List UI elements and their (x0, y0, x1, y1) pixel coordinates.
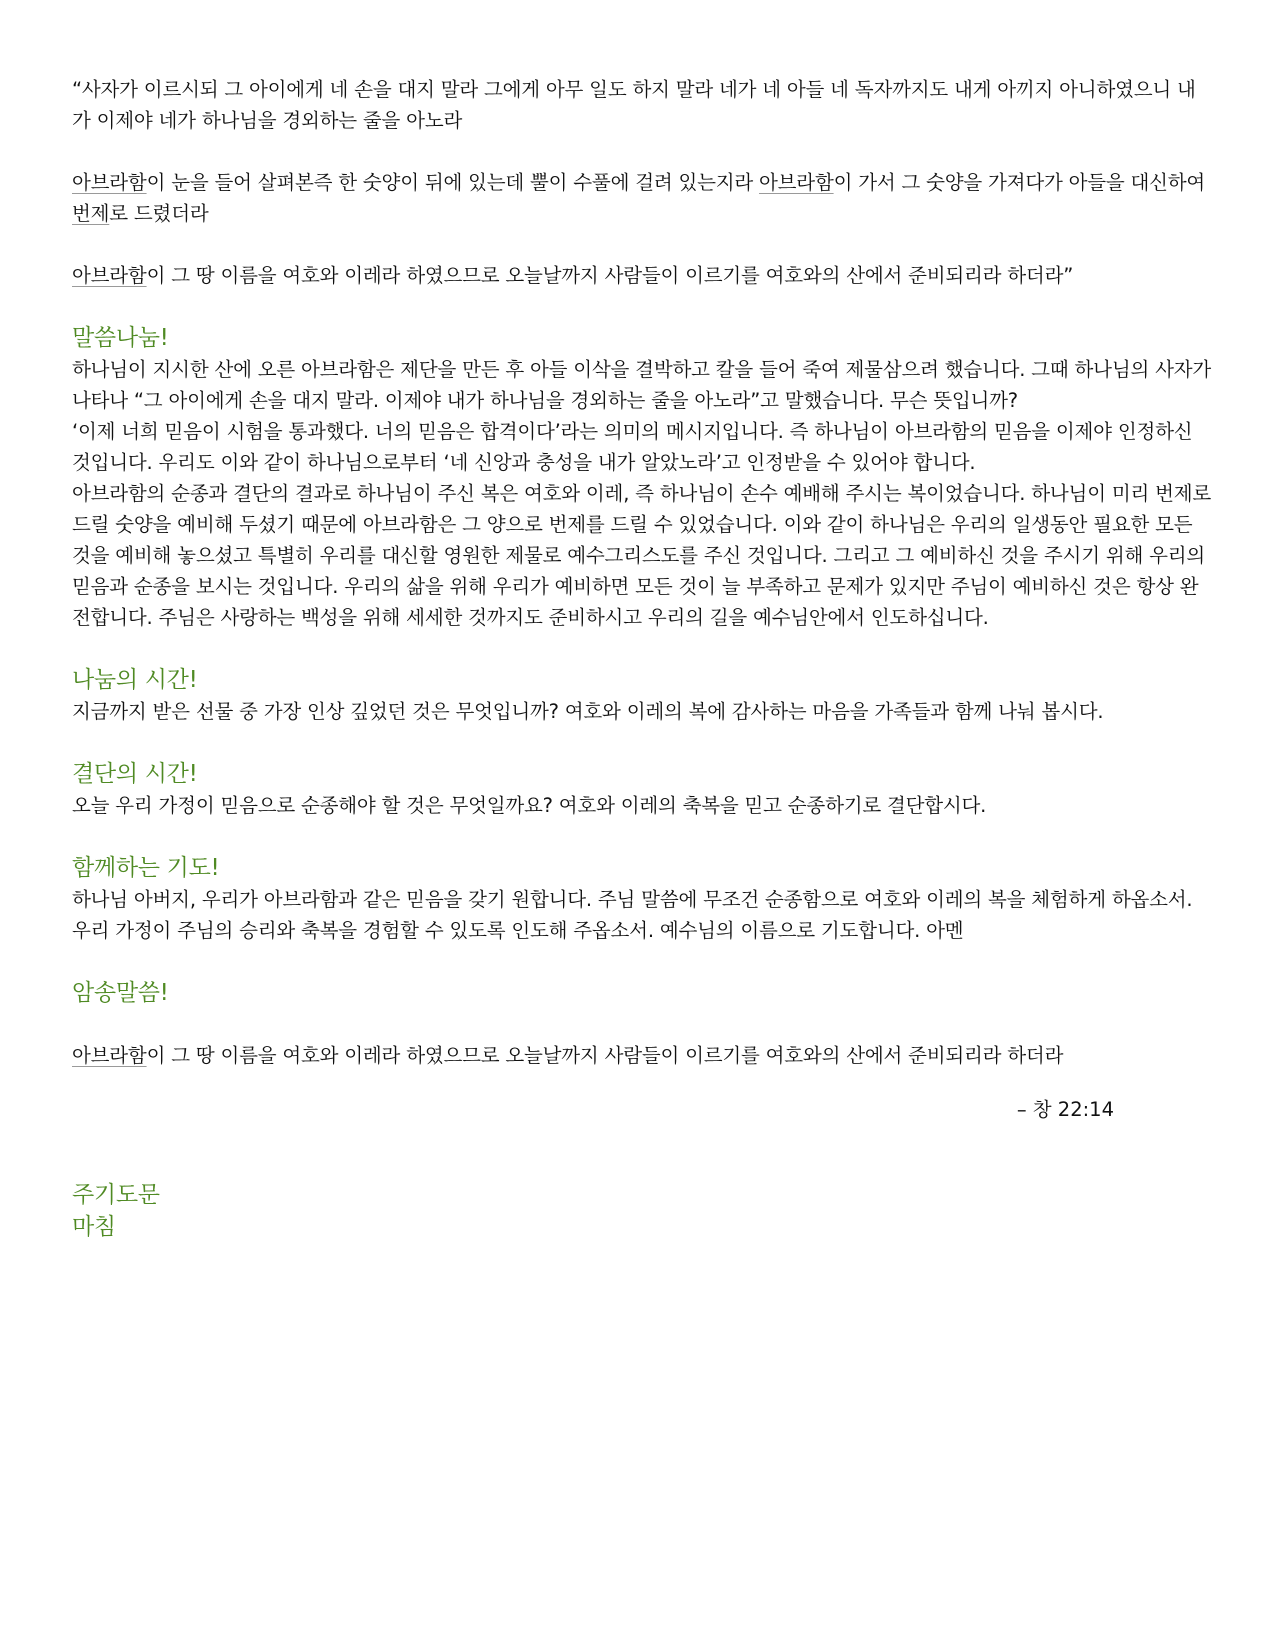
sharing-word-question: 하나님이 지시한 산에 오른 아브라함은 제단을 만든 후 아들 이삭을 결박하고 칼을 들어 죽여 제물삼으려 했습니다. 그때 하나님의 사자가 나타나 “그 아이에게 손을 대지 말라. 이제야 내가 하나님을 경외하는 줄을 아노라”고 말했습니다. 무슨 뜻입니까? (72, 358, 1212, 412)
sharing-word-answer-2: 아브라함의 순종과 결단의 결과로 하나님이 주신 복은 여호와 이레, 즉 하나님이 손수 예배해 주시는 복이었습니다. 하나님이 미리 번제로 드릴 숫양을 예비해 두셨기 때문에 아브라함은 그 양으로 번제를 드릴 수 있었습니다. 이와 같이 하나님은 우리의 일생동안 필요한 모든 것을 예비해 놓으셨고 특별히 우리를 대신할 영원한 제물로 예수그리스도를 주신 것입니다. 그리고 그 예비하신 것을 주시기 위해 우리의 믿음과 순종을 보시는 것입니다. 우리의 삶을 위해 우리가 예비하면 모든 것이 늘 부족하고 문제가 있지만 주님이 예비하신 것은 항상 완전합니다. 주님은 사랑하는 백성을 위해 세세한 것까지도 준비하시고 우리의 길을 예수님안에서 인도하십니다. (72, 482, 1212, 629)
passage-text: 이 눈을 들어 살펴본즉 한 숫양이 뒤에 있는데 뿔이 수풀에 걸려 있는지라 (146, 171, 760, 194)
memory-verse-reference: – 창 22:14 (1016, 1098, 1114, 1121)
document-content (72, 74, 1212, 1243)
underlined-word: 아브라함 (759, 171, 834, 194)
passage-text: 이 가서 그 숫양을 가져다가 아들을 대신하여 (833, 171, 1206, 194)
underlined-word: 아브라함 (72, 264, 147, 287)
passage-text: 이 그 땅 이름을 여호와 이레라 하였으므로 오늘날까지 사람들이 이르기를 여호와의 산에서 준비되리라 하더라” (146, 264, 1074, 287)
heading-sharing-time: 나눔의 시간! (72, 667, 198, 693)
underlined-word: 아브라함 (72, 171, 147, 194)
underlined-word: 아브라함 (72, 1044, 147, 1067)
passage-text: 로 드렸더라 (109, 202, 209, 225)
heading-sharing-word: 말씀나눔! (72, 325, 169, 351)
prayer-text: 하나님 아버지, 우리가 아브라함과 같은 믿음을 갖기 원합니다. 주님 말씀에 무조건 순종함으로 여호와 이레의 복을 체험하게 하옵소서. 우리 가정이 주님의 승리와 축복을 경험할 수 있도록 인도해 주옵소서. 예수님의 이름으로 기도합니다. 아멘 (72, 888, 1193, 942)
sharing-word-answer-1: ‘이제 너희 믿음이 시험을 통과했다. 너의 믿음은 합격이다’라는 의미의 메시지입니다. 즉 하나님이 아브라함의 믿음을 이제야 인정하신 것입니다. 우리도 이와 같이 하나님으로부터 ‘네 신앙과 충성을 내가 알았노라’고 인정받을 수 있어야 합니다. (72, 420, 1193, 474)
memory-verse-text (72, 1040, 1212, 1071)
heading-prayer: 함께하는 기도! (72, 855, 220, 881)
memory-verse-body: 이 그 땅 이름을 여호와 이레라 하였으므로 오늘날까지 사람들이 이르기를 여호와의 산에서 준비되리라 하더라 (146, 1044, 1064, 1067)
closing-lords-prayer: 주기도문 (72, 1182, 160, 1208)
heading-decision-time: 결단의 시간! (72, 761, 198, 787)
heading-memory-verse: 암송말씀! (72, 980, 169, 1006)
closing-end: 마침 (72, 1214, 116, 1240)
sharing-time-text: 지금까지 받은 선물 중 가장 인상 깊었던 것은 무엇입니까? 여호와 이레의 복에 감사하는 마음을 가족들과 함께 나눠 봅시다. (72, 700, 1104, 723)
decision-time-text: 오늘 우리 가정이 믿음으로 순종해야 할 것은 무엇일까요? 여호와 이레의 축복을 믿고 순종하기로 결단합시다. (72, 794, 987, 817)
passage-paragraph-1: “사자가 이르시되 그 아이에게 네 손을 대지 말라 그에게 아무 일도 하지 말라 네가 네 아들 네 독자까지도 내게 아끼지 아니하였으니 내가 이제야 네가 하나님을 경외하는 줄을 아노라 (72, 78, 1196, 132)
passage-paragraph-2 (72, 167, 1212, 229)
underlined-word: 번제 (72, 202, 110, 225)
passage-paragraph-3 (72, 260, 1212, 291)
